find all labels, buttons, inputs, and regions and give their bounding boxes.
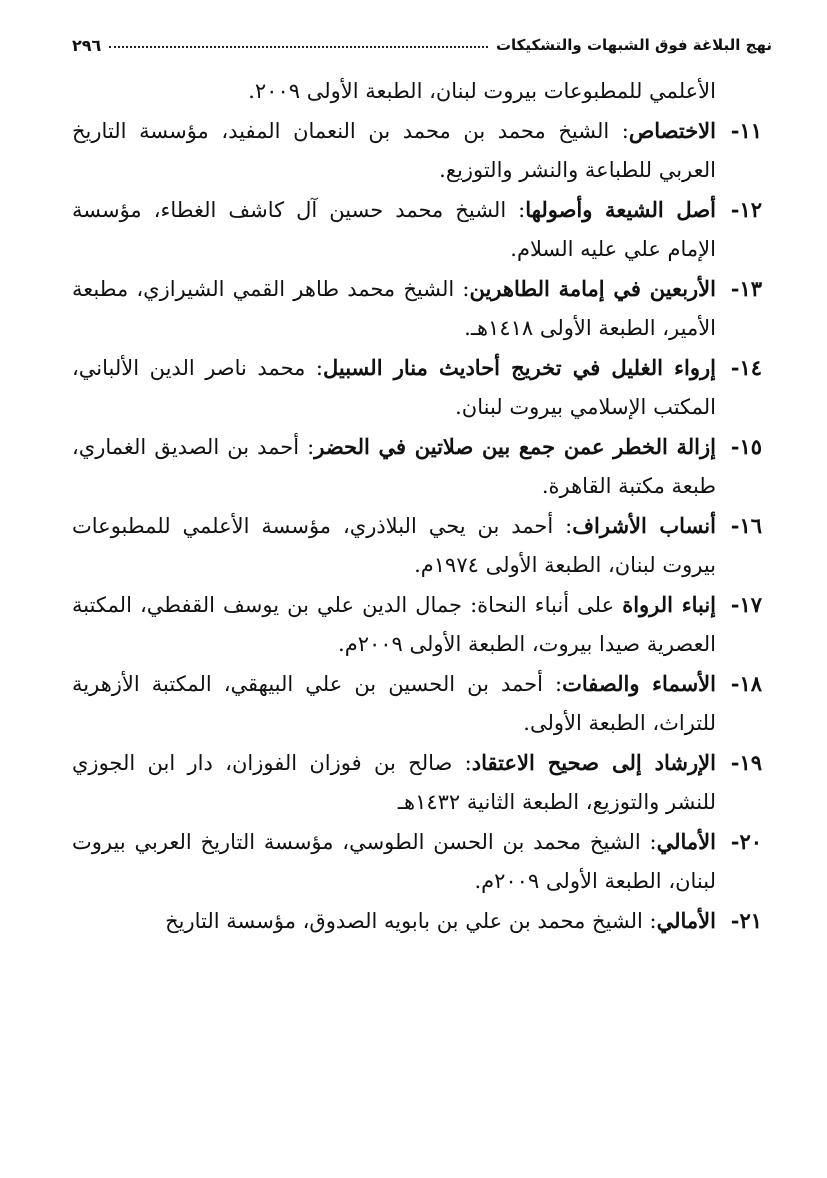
entry-number: ١٧- bbox=[730, 592, 762, 617]
entry-title: الإرشاد إلى صحيح الاعتقاد bbox=[471, 750, 716, 775]
entry-title: الأربعين في إمامة الطاهرين bbox=[469, 276, 716, 301]
entry-title: الأسماء والصفات bbox=[562, 671, 716, 696]
entry-number: ١٤- bbox=[730, 355, 762, 380]
running-header bbox=[72, 32, 772, 58]
bibliography-entry-14 bbox=[72, 348, 762, 427]
entry-number: ١٦- bbox=[730, 513, 762, 538]
entry-details: : صالح بن فوزان الفوزان، دار ابن الجوزي للنشر والتوزيع، الطبعة الثانية ١٤٣٢هـ bbox=[72, 751, 716, 814]
entry-details: : محمد ناصر الدين الألباني، المكتب الإسلامي بيروت لبنان. bbox=[72, 356, 716, 419]
book-title: نهج البلاغة فوق الشبهات والتشكيكات bbox=[495, 36, 772, 54]
entry-details: : أحمد بن الحسين بن علي البيهقي، المكتبة الأزهرية للتراث، الطبعة الأولى. bbox=[72, 672, 716, 735]
bibliography-entry-18 bbox=[72, 664, 762, 743]
entry-title: الأمالي bbox=[656, 829, 716, 854]
continuation-line: الأعلمي للمطبوعات بيروت لبنان، الطبعة الأولى ٢٠٠٩. bbox=[248, 79, 716, 103]
entry-number: ١٨- bbox=[730, 671, 762, 696]
entry-number: ١١- bbox=[730, 118, 762, 143]
entry-details: : الشيخ محمد بن محمد بن النعمان المفيد، مؤسسة التاريخ العربي للطباعة والنشر والتوزيع. bbox=[72, 119, 716, 182]
bibliography-entry-16 bbox=[72, 506, 762, 585]
entry-number: ٢١- bbox=[730, 908, 762, 933]
bibliography-entry-15 bbox=[72, 427, 762, 506]
bibliography-entry-13 bbox=[72, 269, 762, 348]
bibliography-entry-12 bbox=[72, 190, 762, 269]
bibliography-entry-19 bbox=[72, 743, 762, 822]
entry-details: : الشيخ محمد بن الحسن الطوسي، مؤسسة التاريخ العربي بيروت لبنان، الطبعة الأولى ٢٠٠٩م. bbox=[72, 830, 716, 893]
entry-number: ١٢- bbox=[730, 197, 762, 222]
entry-number: ١٥- bbox=[730, 434, 762, 459]
entry-title: إنباء الرواة bbox=[622, 592, 716, 617]
entry-details: : أحمد بن الصديق الغماري، طبعة مكتبة القاهرة. bbox=[72, 435, 716, 498]
entry-details: : الشيخ محمد حسين آل كاشف الغطاء، مؤسسة الإمام علي عليه السلام. bbox=[72, 198, 716, 261]
bibliography-entry-11 bbox=[72, 111, 762, 190]
bibliography-entry-21 bbox=[72, 901, 762, 941]
entry-number: ١٩- bbox=[730, 750, 762, 775]
bibliography-list bbox=[72, 72, 762, 941]
bibliography-entry-20 bbox=[72, 822, 762, 901]
leader-dots bbox=[109, 42, 488, 48]
entry-title: إرواء الغليل في تخريج أحاديث منار السبيل bbox=[322, 355, 716, 380]
entry-title: أصل الشيعة وأصولها bbox=[525, 197, 716, 222]
entry-title: إزالة الخطر عمن جمع بين صلاتين في الحضر bbox=[314, 434, 716, 459]
entry-title: الاختصاص bbox=[628, 118, 716, 143]
entry-title: الأمالي bbox=[656, 908, 716, 933]
page-number: ٢٩٦ bbox=[72, 35, 102, 55]
entry-number: ١٣- bbox=[730, 276, 762, 301]
entry-details: : أحمد بن يحي البلاذري، مؤسسة الأعلمي للمطبوعات بيروت لبنان، الطبعة الأولى ١٩٧٤م. bbox=[72, 514, 716, 577]
entry-title: أنساب الأشراف bbox=[572, 513, 716, 538]
entry-details: : الشيخ محمد بن علي بن بابويه الصدوق، مؤسسة التاريخ bbox=[165, 909, 657, 933]
entry-details: : الشيخ محمد طاهر القمي الشيرازي، مطبعة الأمير، الطبعة الأولى ١٤١٨هـ. bbox=[72, 277, 716, 340]
entry-number: ٢٠- bbox=[730, 829, 762, 854]
entry-details: على أنباء النحاة: جمال الدين علي بن يوسف القفطي، المكتبة العصرية صيدا بيروت، الطبعة الأولى ٢٠٠٩م. bbox=[72, 593, 716, 656]
bibliography-entry-17 bbox=[72, 585, 762, 664]
